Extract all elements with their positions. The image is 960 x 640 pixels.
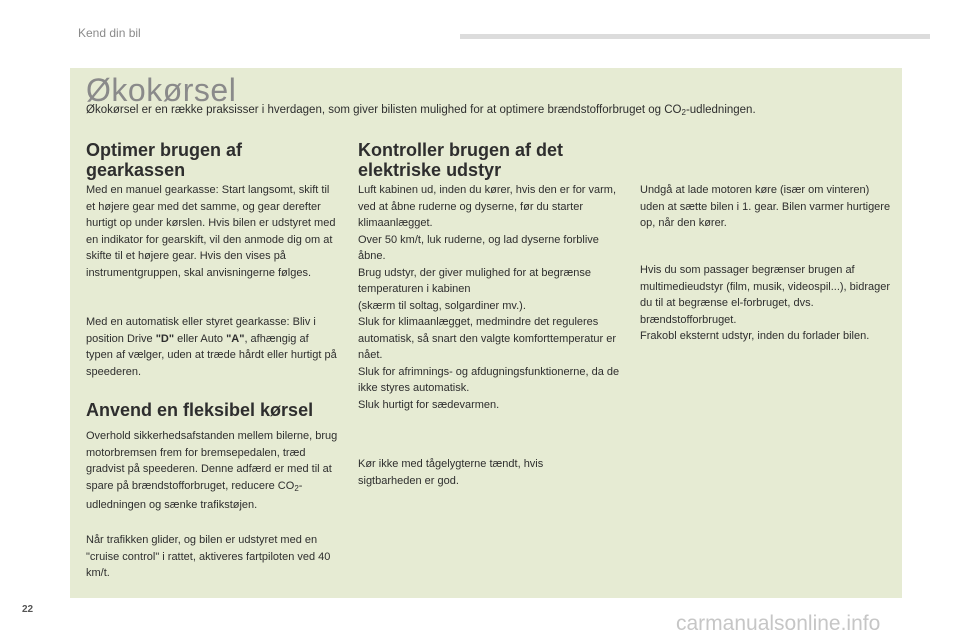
heading-electrical-equipment: Kontroller brugen af det elektriske udstyr (358, 140, 564, 180)
flex-text-1-end: -udledningen og sænke trafikstøjen. (86, 479, 303, 511)
electric-text-col2-p1: Undgå at lade motoren køre (især om vinteren) uden at sætte bilen i 1. gear. Bilen varmer hurtigere op, når den kører. (640, 184, 891, 229)
header-divider (460, 34, 930, 39)
heading-flexible-driving: Anvend en fleksibel kørsel (86, 400, 314, 420)
flex-text-1 (86, 428, 338, 514)
flex-subscript: 2 (294, 483, 299, 493)
flex-text-2: Når trafikken glider, og bilen er udstyret med en "cruise control" i rattet, aktiveres fartpiloten ved 40 km/t. (86, 534, 331, 579)
gear-auto-text (86, 314, 338, 380)
heading-gearbox: Optimer brugen af gearkassen (86, 140, 243, 180)
intro-text (86, 102, 786, 121)
watermark: carmanualsonline.info (676, 612, 881, 635)
electric-text-col2-p2: Hvis du som passager begrænser brugen af multimedieudstyr (film, musik, videospil...), bidrager du til at begrænse el-forbruget, dvs. brændstofforbruget. Frakobl eksternt udstyr, inden du forlader bilen. (640, 264, 891, 342)
section-label: Kend din bil (78, 26, 141, 40)
intro-text-end: -udledningen. (685, 104, 756, 116)
gear-auto-part-1: Med en automatisk eller styret gearkasse: Bliv i position Drive (86, 316, 316, 345)
gear-auto-part-3: , afhængig af typen af vælger, uden at træde hårdt eller hurtigt på speederen. (86, 332, 337, 378)
electric-text-col1: Luft kabinen ud, inden du kører, hvis den er for varm, ved at åbne ruderne og dyserne, før du starter klimaanlægget. Over 50 km/t, luk ruderne, og lad dyserne forblive åbne. Brug udstyr, der giver mulighed for at begrænse temperaturen i kabinen (skærm til soltag, solgardiner mv.). Sluk for klimaanlægget, medmindre det reguleres automatisk, så snart den valgte komforttemperatur er nået. Sluk for afrimnings- og afdugningsfunktionerne, da de ikke styres automatisk. Sluk hurtigt for sædevarmen. (358, 184, 620, 411)
intro-text-main: Økokørsel er en række praksisser i hverdagen, som giver bilisten mulighed for at optimere brændstofforbruget og CO (86, 104, 682, 116)
gear-manual-text: Med en manuel gearkasse: Start langsomt, skift til et højere gear med det samme, og gear derefter hurtigt op under kørslen. Hvis bilen er udstyret med en indikator for gearskift, vil den anmode dig om at skifte til et højere gear. Hvis den vises på instrumentgruppen, skal anvisningerne følges. (86, 184, 336, 279)
gear-auto-part-2: eller Auto (174, 332, 227, 345)
page-title: Økokørsel (86, 72, 237, 108)
flex-text-1-main: Overhold sikkerhedsafstanden mellem bilerne, brug motorbremsen frem for bremsepedalen, træd gradvist på speederen. Denne adfærd er med til at spare på brændstofforbruget, reducere CO (86, 430, 338, 492)
gear-auto-d: "D" (155, 332, 175, 345)
fog-lights-text: Kør ikke med tågelygterne tændt, hvis sigtbarheden er god. (358, 458, 544, 487)
intro-subscript: 2 (681, 108, 686, 117)
page-number: 22 (22, 604, 34, 615)
gear-auto-a: "A" (226, 332, 245, 345)
